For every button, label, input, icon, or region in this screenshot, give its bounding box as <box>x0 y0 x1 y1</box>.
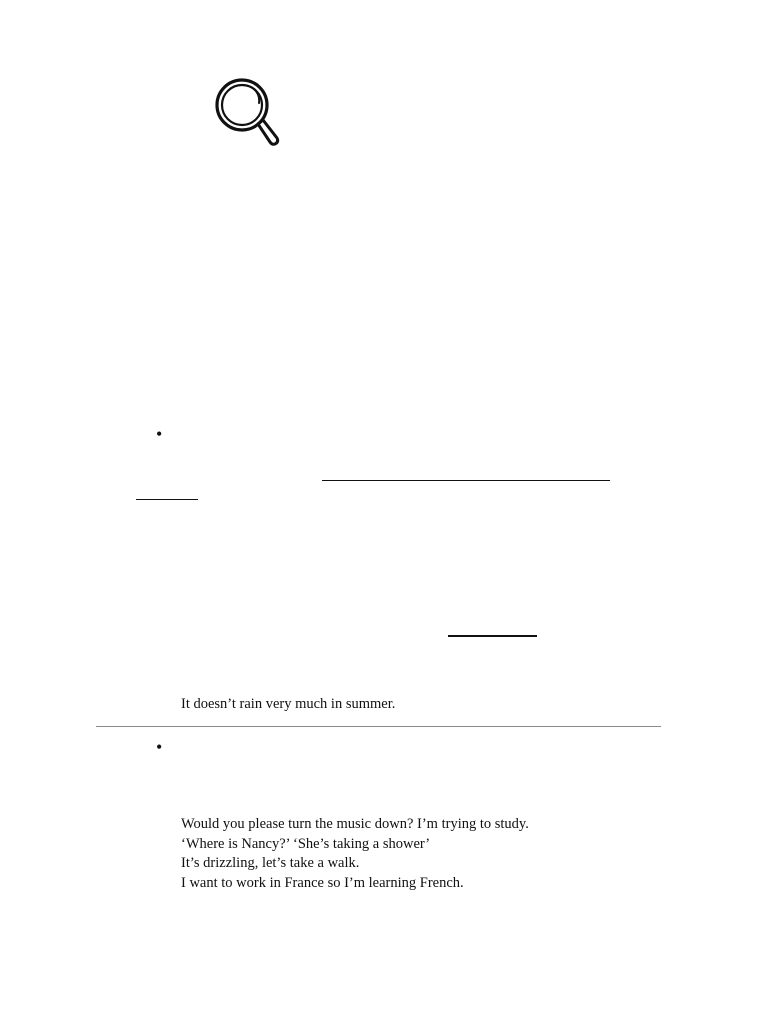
magnifying-glass-icon <box>210 76 282 148</box>
fill-in-blank-line <box>322 480 610 481</box>
example-sentence: It doesn’t rain very much in summer. <box>181 696 396 712</box>
example-sentence-list <box>181 815 529 893</box>
example-sentence: I want to work in France so I’m learning French. <box>181 874 464 891</box>
example-sentence: Would you please turn the music down? I’m trying to study. <box>181 816 529 832</box>
fill-in-blank-line <box>448 635 537 637</box>
bullet-point: • <box>156 424 163 444</box>
section-divider <box>96 726 661 727</box>
fill-in-blank-line <box>136 499 198 500</box>
bullet-point: • <box>156 737 163 757</box>
example-sentence: It’s drizzling, let’s take a walk. <box>181 855 360 871</box>
example-sentence: ‘Where is Nancy?’ ‘She’s taking a shower’ <box>181 835 431 852</box>
